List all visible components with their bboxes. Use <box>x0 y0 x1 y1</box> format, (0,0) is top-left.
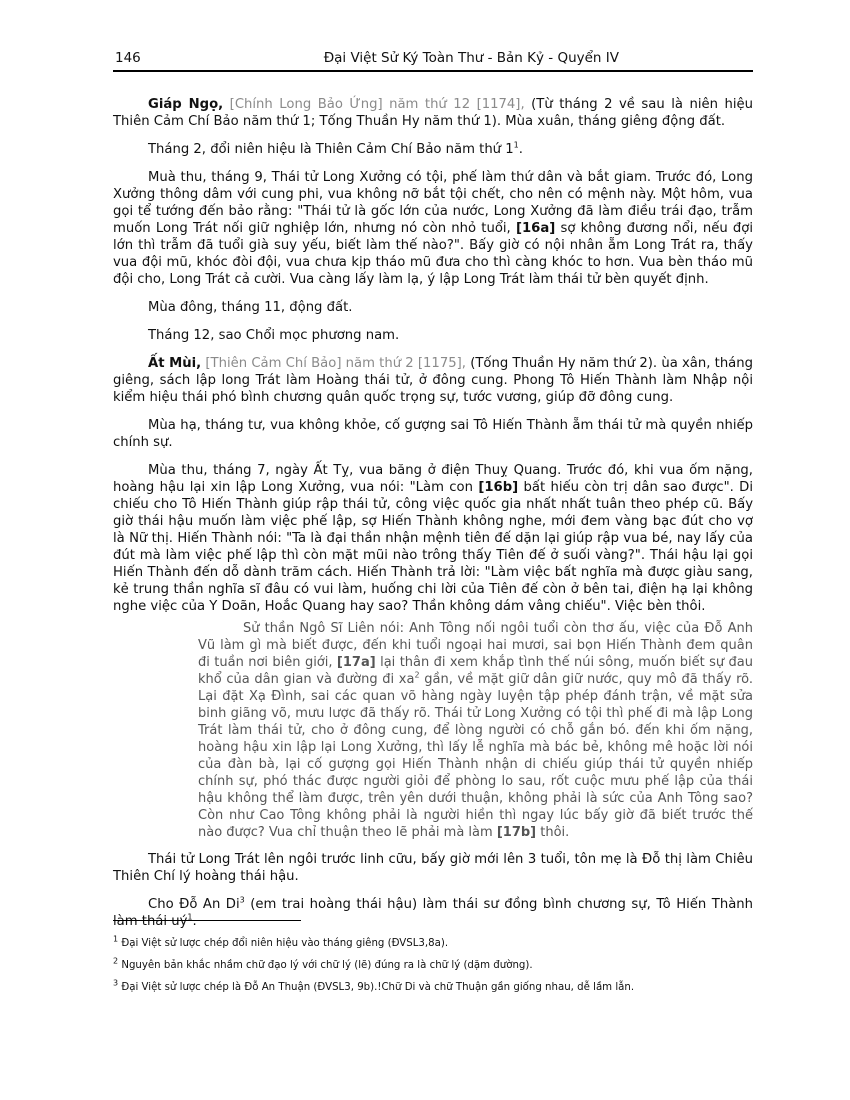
paragraph <box>113 169 753 288</box>
footnote-divider <box>113 920 301 921</box>
running-title: Đại Việt Sử Ký Toàn Thư - Bản Kỷ - Quyển IV <box>323 50 619 66</box>
paragraph-text: sợ không đương nổi, nếu đợi lớn thì trẫm đã tuổi già suy yếu, biết làm thế nào?". Bấy giờ có nội nhân ẵm Long Trát ra, thấy vua đội mũ, khóc đòi đội, vua chưa kịp tháo mũ đưa cho thì càng khóc to hơn. Vua bèn tháo mũ đội cho, Long Trát cả cười. Vua càng lấy làm lạ, ý lập Long Trát làm thái tử bèn quyết định. <box>113 221 754 287</box>
paragraph-text: Muà thu, tháng 9, Thái tử Long Xưởng có tội, phế làm thứ dân và bắt giam. Trước đó, Long Xưởng thông dâm với cung phi, vua không nỡ bắt tội chết, cho nên có mệnh này. Một hôm, vua gọi tể tướng đến bảo rằng: "Thái tử là gốc lớn của nước, Long Xưởng đã làm điều trái đạo, trẫm muốn Long Trát nối giữ nghiệp lớn, nhưng nó còn nhỏ tuổi, <box>113 170 753 236</box>
paragraph-giap-ngo <box>113 96 753 130</box>
paragraph: Tháng 12, sao Chổi mọc phương nam. <box>148 328 400 343</box>
paragraph: Mùa hạ, tháng tư, vua không khỏe, cố gượng sai Tô Hiến Thành ẵm thái tử mà quyền nhiếp chính sự. <box>113 418 753 450</box>
page-number: 146 <box>115 50 141 66</box>
main-text <box>113 96 753 941</box>
commentary-segment: gần, về mặt giữ dân giữ nước, quy mô đã thấy rõ. Lại đặt Xạ Đình, sai các quan võ hàng ngày luyện tập phép đánh trận, về mặt sửa binh giãng võ, mưu lược đã thấy rõ. Thái tử Long Xưởng có tội thì phế đi mà lập Long Trát làm thái tử, cho ở đông cung, để lòng người có chỗ gắn bó. đến khi ốm nặng, hoàng hậu xin lập lại Long Xưởng, thì lấy lễ nghĩa mà bác bẻ, không mê hoặc lời nói của đàn bà, lại cố gượng gọi Hiến Thành nhận di chiếu giúp thái tử quyền nhiếp chính sự, phó thác được người giỏi để phòng lo sau, rốt cuộc mưu phế lập của thái hậu không thể làm được, trên yên dưới thuận, không phải là sức của Anh Tông sao? Còn như Cao Tông không phải là người hiền thì ngay lúc bấy giờ đã biết trước thế nào được? Vua chỉ thuận theo lẽ phải mà làm <box>198 672 753 840</box>
punctuation: . <box>518 142 523 157</box>
page-header <box>113 48 753 72</box>
paragraph-text: Cho Đỗ An Di <box>148 897 240 912</box>
footnote-ref[interactable]: 1 <box>513 140 519 150</box>
footnote-ref[interactable]: 1 <box>187 912 193 922</box>
year-heading: Ất Mùi, <box>148 356 202 371</box>
footnote-text: Đại Việt sử lược chép đổi niên hiệu vào tháng giêng (ĐVSL3,8a). <box>121 938 449 949</box>
footnote-number: 2 <box>113 956 119 966</box>
paragraph-text: Tháng 2, đổi niên hiệu là Thiên Cảm Chí Bảo năm thứ 1 <box>148 142 514 157</box>
era-name: [Chính Long Bảo Ứng] năm thứ 12 [1174], <box>229 97 525 112</box>
paragraph <box>113 141 753 158</box>
folio-marker: [16b] <box>478 480 519 495</box>
paragraph: Thái tử Long Trát lên ngôi trước linh cữu, bấy giờ mới lên 3 tuổi, tôn mẹ là Đỗ thị làm Chiêu Thiên Chí lý hoàng thái hậu. <box>113 852 753 884</box>
footnote-2 <box>113 956 753 972</box>
paragraph-text: (Tống Thuần Hy năm thứ 2). ùa xân, tháng giêng, sách lập long Trát làm Hoàng thái tử, ở đông cung. Phong Tô Hiến Thành làm Nhập nội kiểm hiệu thái phó bình chương quân quốc trọng sự, tước vương, giúp đỡ đông cung. <box>113 356 753 405</box>
punctuation: . <box>192 914 197 929</box>
footnote-text: Đại Việt sử lược chép là Đỗ An Thuận (ĐVSL3, 9b).!Chữ Di và chữ Thuận gần giống nhau, dễ lầm lẫn. <box>121 982 635 993</box>
commentary-segment: Sử thần Ngô Sĩ Liên nói: Anh Tông nối ngôi tuổi còn thơ ấu, việc của Đỗ Anh Vũ làm gì mà biết được, đến khi tuổi ngoại hai mươi, sai bọn Hiến Thành đem quân đi tuần nơi biên giới, <box>198 621 753 670</box>
footnote-3 <box>113 978 753 994</box>
folio-marker: [17b] <box>496 825 537 840</box>
footnote-ref[interactable]: 3 <box>239 895 245 905</box>
paragraph <box>113 896 753 930</box>
paragraph: Mùa đông, tháng 11, động đất. <box>148 300 353 315</box>
paragraph-text: (em trai hoàng thái hậu) làm thái sư đồng bình chương sự, Tô Hiến Thành làm thái uý <box>113 897 753 929</box>
year-heading: Giáp Ngọ, <box>148 97 224 112</box>
commentary-segment: lại thân đi xem khắp tình thế núi sông, muốn biết sự đau khổ của dân gian và đường đi xa <box>198 655 753 687</box>
paragraph-at-mui <box>113 355 753 406</box>
folio-marker: [16a] <box>515 221 556 236</box>
era-name: [Thiên Cảm Chí Bảo] năm thứ 2 [1175], <box>205 356 466 371</box>
footnote-text: Nguyên bản khắc nhầm chữ đạo lý với chữ lý (lẽ) đúng ra là chữ lý (dặm đường). <box>121 960 533 971</box>
paragraph-text: bất hiếu còn trị dân sao được". Di chiếu cho Tô Hiến Thành giúp rập thái tử, công việc quốc gia nhất nhất tuân theo phép cũ. Bấy giờ thái hậu muốn làm việc phế lập, sợ Hiến Thành không nghe, mới đem vàng bạc đút cho vợ là Nữ thị. Hiến Thành nói: "Ta là đại thần nhận mệnh tiên đế dặn lại giúp rập vua bé, nay lấy của đút mà làm việc phế lập thì còn mặt mũi nào trông thấy Tiên đế ở suối vàng?". Thái hậu lại gọi Hiến Thành đến dỗ dành trăm cách. Hiến Thành trả lời: "Làm việc bất nghĩa mà được giàu sang, kẻ trung thần nghĩa sĩ đâu có vui làm, huống chi lời của Tiên đế còn ở bên tai, điện hạ lại không nghe việc của Y Doãn, Hoắc Quang hay sao? Thần không dám vâng chiếu". Việc bèn thôi. <box>113 480 753 614</box>
footnote-ref[interactable]: 2 <box>414 670 420 680</box>
footnote-number: 1 <box>113 934 119 944</box>
commentary-text <box>198 620 753 841</box>
footnote-number: 3 <box>113 978 119 988</box>
paragraph-text: Mùa thu, tháng 7, ngày Ất Tỵ, vua băng ở điện Thuỵ Quang. Trước đó, khi vua ốm nặng, hoàng hậu lại xin lập Long Xưởng, vua nói: "Làm con <box>113 463 753 495</box>
paragraph-text: (Từ tháng 2 về sau là niên hiệu Thiên Cảm Chí Bảo năm thứ 1; Tống Thuần Hy năm thứ 1). Mùa xuân, tháng giêng động đất. <box>113 97 753 129</box>
commentary-segment: thôi. <box>540 825 570 840</box>
historian-commentary <box>198 620 753 841</box>
footnote-1 <box>113 934 753 950</box>
folio-marker: [17a] <box>336 655 376 670</box>
paragraph <box>113 462 753 615</box>
